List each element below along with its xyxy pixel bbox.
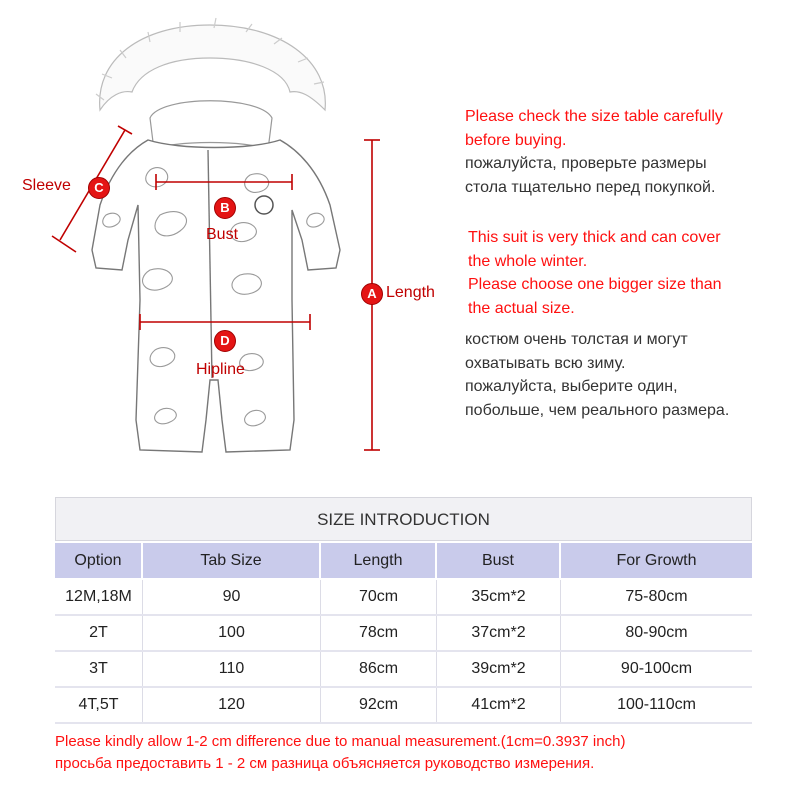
size-table-header: [55, 543, 752, 578]
note-line: пожалуйста, выберите один,: [465, 378, 678, 395]
table-cell: 39cm*2: [437, 652, 561, 686]
chest-badge: [255, 196, 273, 214]
note-line: This suit is very thick and can cover: [468, 229, 721, 246]
note-line: the actual size.: [468, 299, 575, 317]
table-cell: 12M,18M: [55, 580, 143, 614]
table-cell: 37cm*2: [437, 616, 561, 650]
note-line: пожалуйста, проверьте размеры: [465, 155, 707, 172]
marker-b: B: [214, 197, 236, 219]
table-cell: 41cm*2: [437, 688, 561, 722]
bust-label: Bust: [206, 226, 239, 243]
column-header: Tab Size: [143, 543, 321, 578]
table-row: [55, 580, 752, 614]
table-cell: 80-90cm: [625, 624, 688, 641]
size-check-note: [465, 105, 723, 199]
suit-body: [92, 140, 340, 452]
measurement-disclaimer: Please kindly allow 1-2 cm difference due to manual measurement.(1cm=0.3937 inch): [55, 733, 626, 750]
marker-c: C: [88, 177, 110, 199]
note-line: Please check the size table carefully: [465, 108, 723, 125]
hipline-label: Hipline: [196, 361, 245, 378]
table-cell: 90-100cm: [620, 660, 693, 677]
row-divider: [55, 722, 752, 724]
table-cell: 100: [143, 616, 321, 650]
table-cell: 2T: [55, 616, 143, 650]
note-line: побольше, чем реального размера.: [465, 401, 730, 419]
table-cell: 75-80cm: [625, 588, 688, 605]
note-line: стола тщательно перед покупкой.: [465, 178, 716, 196]
table-cell: 3T: [55, 652, 143, 686]
table-cell: 110: [143, 652, 321, 686]
note-line: before buying.: [465, 131, 567, 149]
measurement-disclaimer-ru: просьба предоставить 1 - 2 см разница объясняется руководство измерения.: [55, 755, 595, 772]
table-row: [55, 616, 752, 650]
length-label: Length: [386, 284, 435, 301]
table-cell: 35cm*2: [437, 580, 561, 614]
table-cell: 120: [143, 688, 321, 722]
column-header: Bust: [437, 543, 561, 578]
hood-opening: [150, 101, 272, 150]
table-row: [55, 688, 752, 722]
column-header: Length: [321, 543, 437, 578]
table-cell: 78cm: [321, 616, 437, 650]
marker-a: A: [361, 283, 383, 305]
sleeve-label: Sleeve: [22, 177, 71, 194]
size-table-title: SIZE INTRODUCTION: [55, 497, 752, 541]
table-row: [55, 652, 752, 686]
note-line: the whole winter.: [468, 252, 588, 270]
marker-d: D: [214, 330, 236, 352]
note-line: охватывать всю зиму.: [465, 354, 626, 372]
thick-suit-note: [468, 226, 722, 320]
table-cell: 100-110cm: [617, 696, 696, 713]
thick-suit-note-ru: [465, 328, 729, 422]
table-cell: 4T,5T: [55, 688, 143, 722]
column-header: Option: [55, 543, 143, 578]
fur-hood: [96, 18, 325, 110]
table-cell: 86cm: [321, 652, 437, 686]
note-line: костюм очень толстая и могут: [465, 331, 688, 348]
table-cell: 90: [143, 580, 321, 614]
column-header: For Growth: [616, 552, 697, 569]
table-cell: 70cm: [321, 580, 437, 614]
note-line: Please choose one bigger size than: [468, 276, 722, 293]
table-cell: 92cm: [321, 688, 437, 722]
